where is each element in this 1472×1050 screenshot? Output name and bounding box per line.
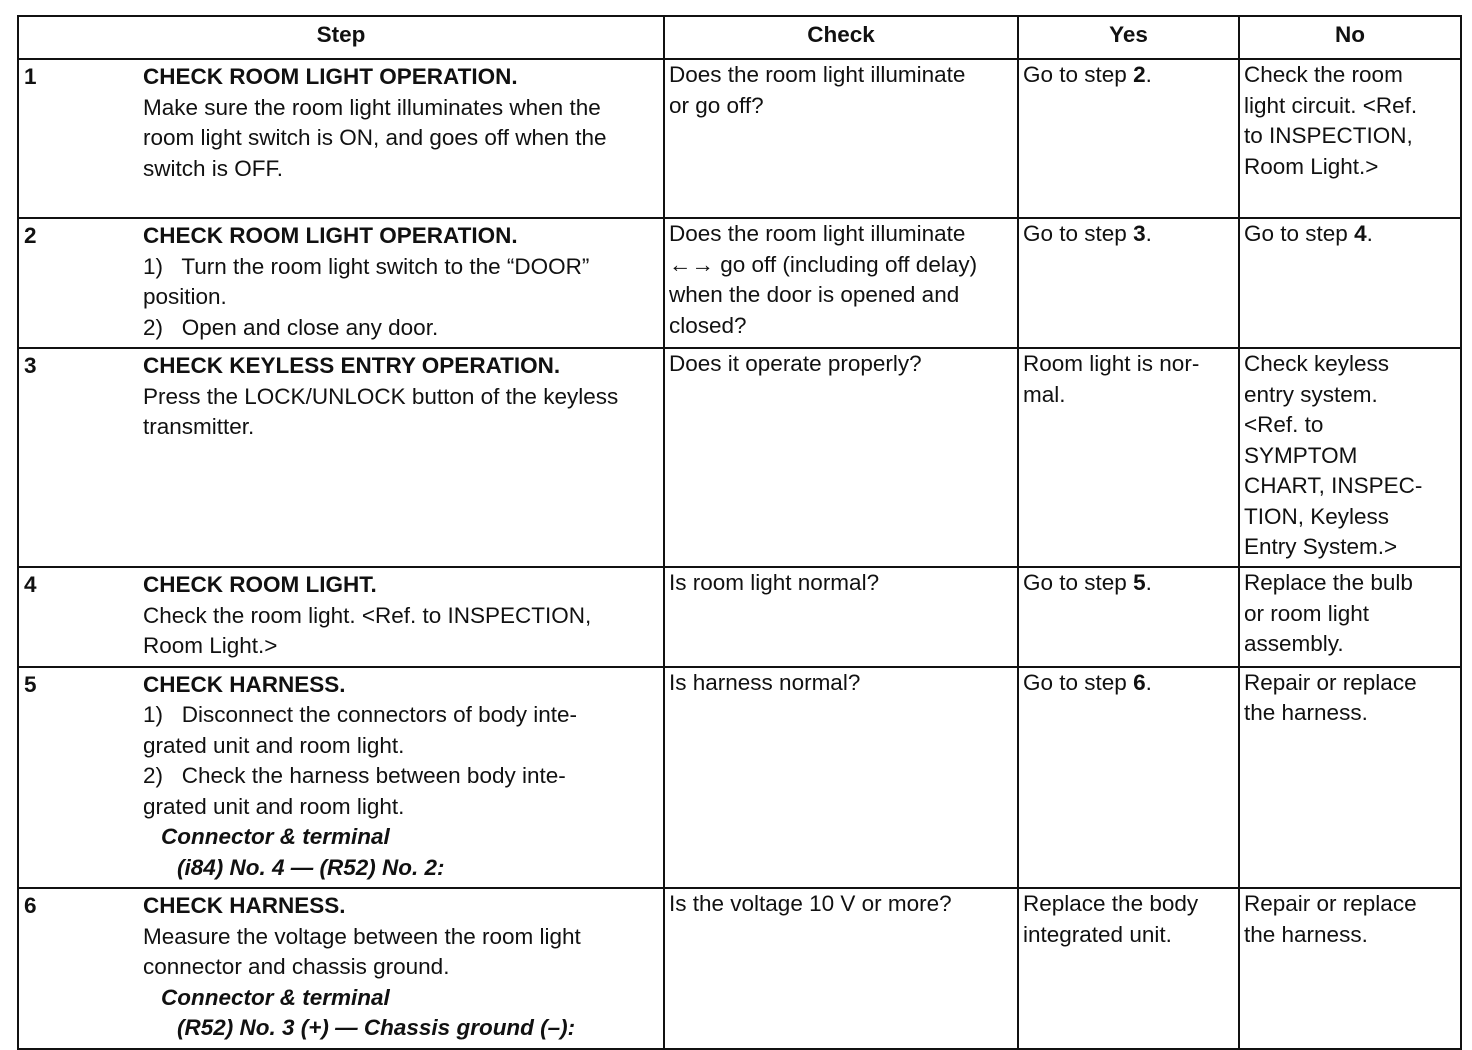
no-line: the harness. [1244,700,1368,725]
table-row [18,567,1461,667]
check-line: closed? [669,312,747,338]
connector-terminal: (i84) No. 4 — (R52) No. 2: [177,854,445,880]
check-cell [664,888,1018,1049]
step-line: connector and chassis ground. [143,954,450,979]
check-cell [664,667,1018,889]
step-number: 6 [24,893,37,918]
step-number: 2 [24,223,37,248]
yes-cell [1018,888,1239,1049]
step-title: CHECK ROOM LIGHT. [143,572,377,597]
table-row [18,888,1461,1049]
no-line: Check keyless [1244,351,1390,376]
no-cell [1239,348,1461,567]
no-line: Check the room [1244,62,1403,87]
yes-step-ref: 2 [1133,62,1146,87]
check-cell [664,567,1018,667]
step-line: Press the LOCK/UNLOCK button of the keyless [143,383,619,409]
step-cell [18,59,664,218]
step-line: transmitter. [143,414,255,439]
check-line: Does the room light illuminate [669,221,966,246]
yes-text: Go to step [1023,669,1127,695]
header-step: Step [18,16,664,59]
step-line: switch is OFF. [143,155,284,181]
step-number: 5 [24,671,37,697]
no-line: or room light [1244,600,1370,626]
step-line: position. [143,284,227,309]
step-cell [18,667,664,889]
no-line: <Ref. to [1244,412,1324,437]
check-line: when the door is opened and [669,282,960,307]
step-number: 3 [24,353,37,378]
step-line: room light switch is ON, and goes off when the [143,125,607,150]
no-line: TION, Keyless [1244,503,1390,529]
step-cell [18,888,664,1049]
yes-line: Room light is nor- [1023,351,1200,376]
yes-text: Go to step [1023,221,1127,246]
check-cell [664,59,1018,218]
yes-line: integrated unit. [1023,921,1172,947]
yes-cell: Go to step 2. [1018,59,1239,218]
no-text: Go to step [1244,221,1348,246]
step-cell [18,567,664,667]
yes-step-ref: 3 [1133,221,1146,246]
check-line: ←→ go off (including off delay) [669,251,978,277]
step-title: CHECK KEYLESS ENTRY OPERATION. [143,353,561,378]
header-no: No [1239,16,1461,59]
table-row [18,59,1461,218]
no-line: assembly. [1244,631,1344,656]
yes-text: Go to step [1023,62,1127,87]
no-line: light circuit. <Ref. [1244,92,1418,118]
check-cell [664,218,1018,348]
table-row [18,348,1461,567]
diagnostic-table [17,15,1462,1050]
no-cell [1239,667,1461,889]
step-cell [18,348,664,567]
check-line: Does the room light illuminate [669,62,966,87]
no-line: the harness. [1244,921,1368,947]
step-title: CHECK HARNESS. [143,671,346,697]
step-number: 1 [24,64,37,89]
header-yes: Yes [1018,16,1239,59]
connector-label: Connector & terminal [161,824,390,849]
check-line: Does it operate properly? [669,351,922,376]
check-cell [664,348,1018,567]
step-cell [18,218,664,348]
no-cell [1239,59,1461,218]
no-line: Room Light.> [1244,153,1379,179]
connector-terminal: (R52) No. 3 (+) — Chassis ground (–): [177,1015,576,1040]
yes-step-ref: 5 [1133,570,1146,595]
yes-cell [1018,348,1239,567]
step-title: CHECK ROOM LIGHT OPERATION. [143,223,518,248]
table-row [18,218,1461,348]
no-line: Repair or replace [1244,669,1417,695]
check-line: Is room light normal? [669,570,880,595]
yes-cell: Go to step 3. [1018,218,1239,348]
step-title: CHECK ROOM LIGHT OPERATION. [143,64,518,89]
no-line: Entry System.> [1244,534,1398,559]
no-line: Replace the bulb [1244,570,1413,595]
step-line: 1) Disconnect the connectors of body inte- [143,702,577,727]
step-line: Measure the voltage between the room light [143,923,581,949]
yes-cell: Go to step 6. [1018,667,1239,889]
check-line: Is harness normal? [669,669,861,695]
no-line: entry system. [1244,381,1378,407]
step-line: Room Light.> [143,633,278,658]
check-line: or go off? [669,92,764,118]
step-line: 2) Open and close any door. [143,314,439,340]
no-step-ref: 4 [1354,221,1367,246]
yes-line: mal. [1023,381,1066,407]
step-line: grated unit and room light. [143,732,405,758]
yes-cell: Go to step 5. [1018,567,1239,667]
no-cell: Go to step 4. [1239,218,1461,348]
step-line: 1) Turn the room light switch to the “DOOR” [143,253,590,279]
table-row [18,667,1461,889]
step-line: Make sure the room light illuminates when the [143,94,601,120]
no-line: CHART, INSPEC- [1244,473,1423,498]
no-line: SYMPTOM [1244,442,1358,468]
yes-step-ref: 6 [1133,669,1146,695]
step-title: CHECK HARNESS. [143,893,346,918]
no-line: to INSPECTION, [1244,123,1413,148]
yes-line: Replace the body [1023,891,1199,916]
step-number: 4 [24,572,37,597]
no-line: Repair or replace [1244,891,1417,916]
no-cell [1239,567,1461,667]
header-row [18,16,1461,59]
no-cell [1239,888,1461,1049]
step-line: 2) Check the harness between body inte- [143,763,566,788]
yes-text: Go to step [1023,570,1127,595]
step-line: Check the room light. <Ref. to INSPECTION, [143,602,592,628]
step-line: grated unit and room light. [143,793,405,819]
connector-label: Connector & terminal [161,984,390,1010]
check-line: Is the voltage 10 V or more? [669,891,952,916]
header-check: Check [664,16,1018,59]
